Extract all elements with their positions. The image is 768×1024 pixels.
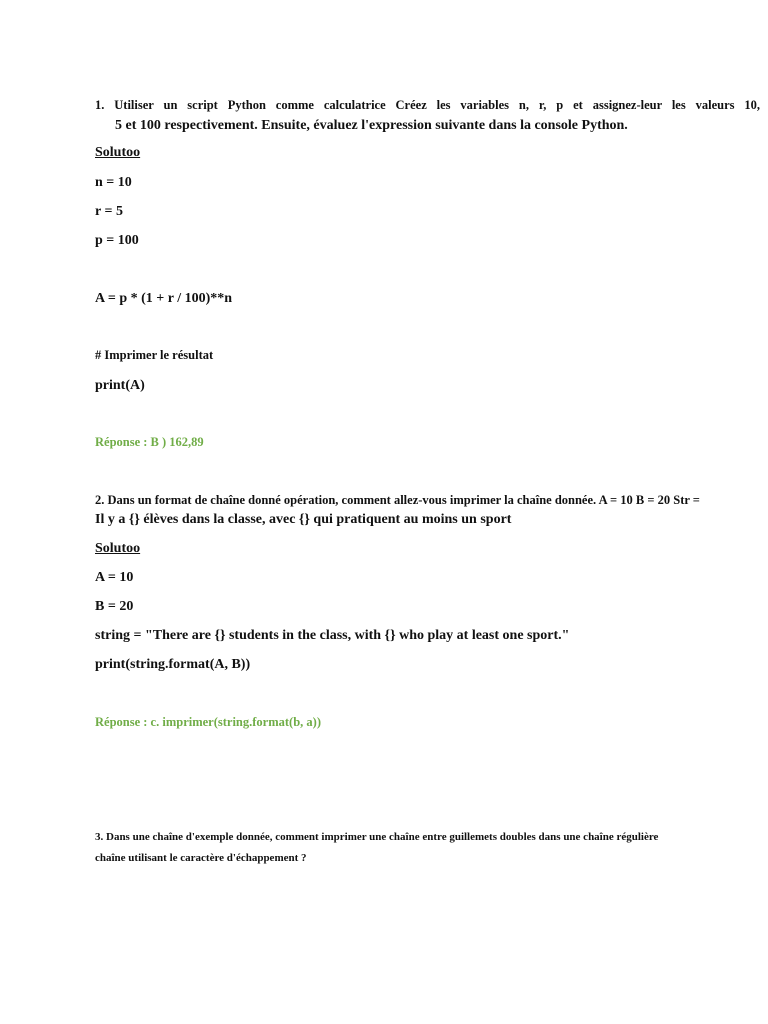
question-3-text: 3. Dans une chaîne d'exemple donnée, comment imprimer une chaîne entre guillemets doubles dans une chaîne régulière: [95, 831, 659, 843]
question-1-text: 1. Utiliser un script Python comme calculatrice Créez les variables n, r, p et assignez-leur les valeurs 10,: [95, 98, 760, 112]
question-2-text-continued: Il y a {} élèves dans la classe, avec {} qui pratiquent au moins un sport: [95, 512, 512, 527]
question-3-text-continued: chaîne utilisant le caractère d'échappement ?: [95, 852, 307, 864]
code-line-string: string = "There are {} students in the class, with {} who play at least one sport.": [95, 628, 570, 643]
code-line-p: p = 100: [95, 233, 139, 248]
solution-heading-2: Solutoo: [95, 541, 141, 556]
code-line-n: n = 10: [95, 175, 132, 190]
code-print-a: print(A): [95, 378, 145, 393]
code-line-a: A = 10: [95, 570, 134, 585]
solution-heading-1: Solutoo: [95, 145, 141, 160]
code-comment: # Imprimer le résultat: [95, 348, 214, 362]
code-print-format: print(string.format(A, B)): [95, 657, 251, 672]
question-2-text: 2. Dans un format de chaîne donné opération, comment allez-vous imprimer la chaîne donnée. A = 10 B = 20 Str =: [95, 493, 700, 507]
answer-1: Réponse : B ) 162,89: [95, 435, 204, 449]
code-line-r: r = 5: [95, 204, 123, 219]
question-1-text-continued: 5 et 100 respectivement. Ensuite, évaluez l'expression suivante dans la console Python.: [115, 118, 628, 133]
code-formula: A = p * (1 + r / 100)**n: [95, 291, 233, 306]
answer-2: Réponse : c. imprimer(string.format(b, a)): [95, 715, 321, 729]
code-line-b: B = 20: [95, 599, 134, 614]
